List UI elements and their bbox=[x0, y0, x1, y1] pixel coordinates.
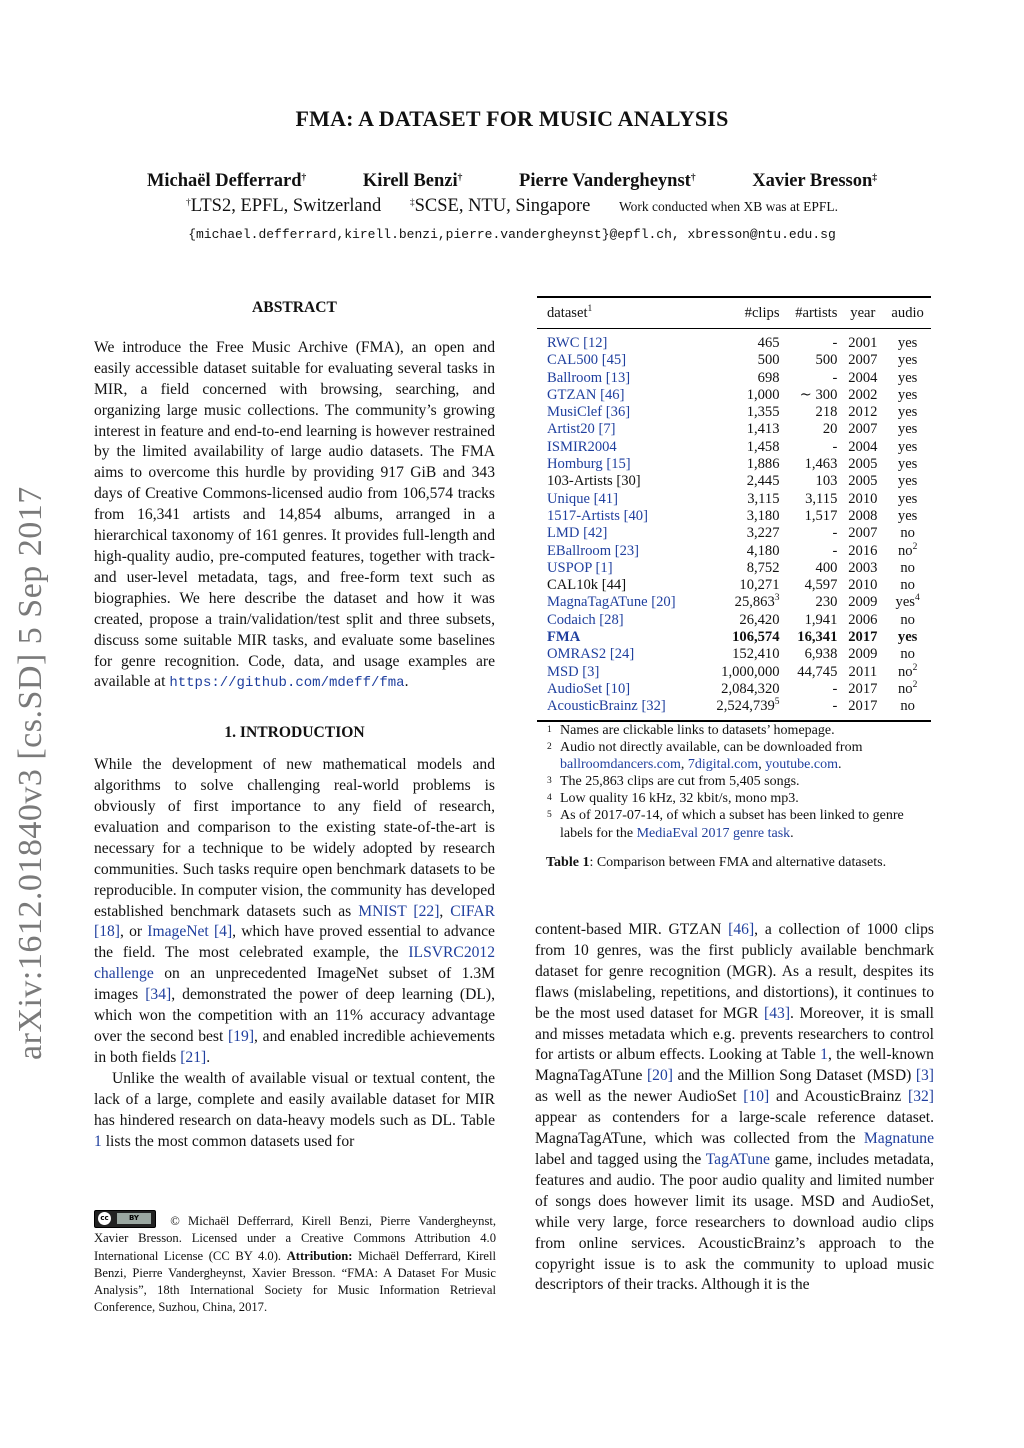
year-cell: 2002 bbox=[848, 386, 878, 403]
dataset-ref[interactable]: [15] bbox=[606, 456, 631, 473]
clips-cell: 106,574 bbox=[732, 629, 780, 646]
artists-cell: - bbox=[832, 542, 838, 559]
dataset-link[interactable]: LMD bbox=[547, 525, 580, 542]
dataset-link[interactable]: FMA bbox=[547, 629, 581, 646]
audio-cell: yes$^4$ bbox=[895, 593, 920, 611]
artists-cell: 103 bbox=[815, 473, 838, 490]
datasets-table bbox=[537, 296, 931, 722]
audio-cell: yes bbox=[897, 404, 918, 421]
artists-cell: - bbox=[832, 698, 838, 715]
clips-cell: 26,420 bbox=[739, 611, 780, 628]
dataset-name-cell bbox=[537, 370, 701, 387]
year-cell: 2016 bbox=[848, 542, 878, 559]
audio-cell: no bbox=[900, 525, 915, 542]
table-1-link[interactable]: 1 bbox=[94, 1132, 102, 1150]
ref-20-link[interactable]: [20] bbox=[646, 1067, 673, 1085]
col-audio: audio bbox=[891, 305, 924, 321]
table-row bbox=[537, 387, 931, 404]
clips-cell: 1,886 bbox=[746, 456, 780, 473]
clips-cell: 3,227 bbox=[746, 525, 780, 542]
table-row bbox=[537, 594, 931, 611]
clips-cell: 25,863$^3$ bbox=[734, 593, 780, 611]
clips-cell: 2,524,739$^5$ bbox=[716, 697, 780, 715]
audio-cell: yes bbox=[897, 386, 918, 403]
dataset-ref: [44] bbox=[601, 577, 627, 594]
audio-cell: $no^2$ bbox=[897, 662, 918, 680]
dataset-link[interactable]: Homburg bbox=[547, 456, 603, 473]
dataset-link[interactable]: MSD bbox=[547, 663, 579, 680]
dataset-name-cell bbox=[537, 473, 701, 490]
year-cell: 2007 bbox=[848, 352, 878, 369]
footnote-2: 2 Audio not directly available, can be downloaded from ballroomdancers.com, 7digital.com, youtube.com. bbox=[547, 740, 863, 773]
dataset-name-cell bbox=[537, 629, 701, 646]
table-row bbox=[537, 439, 931, 456]
artists-cell: 230 bbox=[815, 594, 838, 611]
artists-cell: 3,115 bbox=[805, 490, 838, 507]
audio-cell: yes bbox=[897, 507, 918, 524]
year-cell: 2001 bbox=[848, 335, 878, 351]
dataset-name-cell bbox=[537, 560, 701, 577]
footnote-1: 1 Names are clickable links to datasets’ homepage. bbox=[547, 723, 835, 738]
dataset-link[interactable]: MagnaTagATune bbox=[547, 594, 648, 611]
datasets-table-wrapper bbox=[537, 296, 931, 722]
dataset-link[interactable]: Codaich bbox=[547, 611, 596, 628]
mediaeval-link[interactable]: MediaEval 2017 genre task bbox=[636, 825, 791, 841]
dataset-ref[interactable]: [1] bbox=[595, 559, 613, 576]
audio-cell: yes bbox=[897, 438, 918, 455]
dataset-link[interactable]: AcousticBrainz bbox=[547, 698, 638, 715]
table-row bbox=[537, 577, 931, 594]
dataset-name-cell bbox=[537, 329, 701, 353]
dataset-ref[interactable]: [46] bbox=[600, 386, 625, 403]
github-link[interactable]: https://github.com/mdeff/fma bbox=[169, 675, 405, 692]
intro-paragraph-2: Unlike the wealth of available visual or textual content, the lack of a large, complete and easily available dataset for MIR has hindered research on data-heavy models such as DL. Table 1 lists the most common datasets used for bbox=[94, 1069, 495, 1150]
dataset-name-cell bbox=[537, 698, 701, 720]
artists-cell: - bbox=[832, 335, 838, 351]
table-row bbox=[537, 664, 931, 681]
dataset-name-cell bbox=[537, 421, 701, 438]
table-row bbox=[537, 329, 931, 353]
year-cell: 2017 bbox=[848, 698, 878, 715]
audio-cell: yes bbox=[897, 629, 918, 646]
dataset-ref[interactable]: [7] bbox=[598, 421, 616, 438]
dataset-name-cell bbox=[537, 525, 701, 542]
year-cell: 2017 bbox=[848, 680, 878, 697]
audio-cell: no bbox=[900, 611, 915, 628]
artists-cell: 500 bbox=[815, 352, 838, 369]
ref-34-link[interactable]: [34] bbox=[145, 986, 172, 1004]
dataset-ref[interactable]: [20] bbox=[651, 594, 676, 611]
year-cell: 2010 bbox=[848, 490, 878, 507]
affiliations bbox=[0, 196, 1024, 217]
year-cell: 2017 bbox=[848, 629, 878, 646]
tagatune-link[interactable]: TagATune bbox=[705, 1150, 770, 1168]
cc-by-badge-icon[interactable]: cc BY bbox=[94, 1210, 156, 1228]
table-row bbox=[537, 543, 931, 560]
ballroomdancers-link[interactable]: ballroomdancers.com bbox=[560, 757, 681, 773]
year-cell: 2005 bbox=[848, 473, 878, 490]
audio-cell: no bbox=[900, 559, 915, 576]
paper-title: FMA: A DATASET FOR MUSIC ANALYSIS bbox=[295, 106, 729, 131]
dataset-name-cell bbox=[537, 646, 701, 663]
abstract-body: We introduce the Free Music Archive (FMA), an open and easily accessible dataset suitable for evaluating several tasks in MIR, a field concerned with browsing, searching, and organizing large music collections. The community’s growing interest in feature and end-to-end learning is however restrained by the limited availability of large audio datasets. The FMA aims to overcome this hurdle by providing 917 GiB and 343 days of Creative Commons-licensed audio from 106,574 tracks from 16,341 artists and 14,854 albums, arranged in a hierarchical taxonomy of 161 genres. It provides full-length and high-quality audio, pre-computed features, together with track- and user-level metadata, tags, and free-form text such as biographies. We here describe the dataset and how it was created, propose a train/validation/test split and three subsets, discuss some suitable MIR tasks, and evaluate some baselines for genre recognition. Code, data, and usage examples are available at https://github.com/mdeff/fma. bbox=[94, 338, 495, 692]
dataset-name-cell bbox=[537, 387, 701, 404]
audio-cell: no bbox=[900, 646, 915, 663]
audio-cell: yes bbox=[897, 473, 918, 490]
ref-46-link[interactable]: [46] bbox=[728, 921, 755, 938]
dataset-ref[interactable]: [23] bbox=[614, 542, 640, 559]
year-cell: 2008 bbox=[848, 507, 878, 524]
year-cell: 2010 bbox=[848, 577, 878, 594]
dataset-name-cell bbox=[537, 508, 701, 525]
dataset-ref[interactable]: [32] bbox=[641, 698, 666, 715]
clips-cell: 4,180 bbox=[746, 542, 780, 559]
year-cell: 2004 bbox=[848, 369, 878, 386]
clips-cell: 3,180 bbox=[746, 507, 780, 524]
7digital-link[interactable]: 7digital.com bbox=[687, 757, 759, 773]
intro-paragraph-1: While the development of new mathematical models and algorithms to solve challenging real-world problems is obviously of first importance to any field of research, evaluation and comparison to the existing state-of-the-art is necessary for a technique to be widely adopted by research communities. Such tasks require open benchmark datasets to be reproducible. In computer vision, the community has developed established benchmark datasets such as MNIST [22], CIFAR [18], or ImageNet [4], which have proved essential to advance the field. The most celebrated example, the ILSVRC2012 challenge on an unprecedented ImageNet subset of 1.3M images [34], demonstrated the power of deep learning (DL), which won the competition with an 11% accuracy advantage over the second best [19], and enabled incredible achievements in both fields [21]. bbox=[94, 756, 496, 1066]
year-cell: 2003 bbox=[848, 559, 878, 576]
dataset-link[interactable]: AudioSet bbox=[547, 680, 603, 697]
audio-cell: no bbox=[900, 577, 915, 594]
mnist-link[interactable]: MNIST bbox=[358, 902, 407, 920]
dataset-name-cell bbox=[537, 439, 701, 456]
ref-32-link[interactable]: [32] bbox=[908, 1088, 934, 1106]
dataset-ref[interactable]: [10] bbox=[605, 680, 631, 697]
affiliation-2: ‡SCSE, NTU, Singapore bbox=[409, 196, 591, 216]
year-cell: 2012 bbox=[848, 404, 878, 421]
cifar-link[interactable]: CIFAR bbox=[450, 902, 496, 920]
ref-4-link[interactable]: [4] bbox=[213, 923, 233, 941]
table-row bbox=[537, 560, 931, 577]
right-column-paragraph: content-based MIR. GTZAN [46], a collection of 1000 clips from 10 genres, was the first publicly available benchmark dataset for genre recognition (MGR). As a result, despites its flaws (mislabeling, repetitions, and distortions), it continues to be the most used dataset for MGR [43]. Moreover, it is small and misses metadata which e.g. prevents researchers to control for artists or album effects. Looking at Table 1, the well-known MagnaTagATune [20] and the Million Song Dataset (MSD) [3] as well as the newer AudioSet [10] and AcousticBrainz [32] appear as contenders for a large-scale reference dataset. MagnaTagATune, which was collected from the Magnatune label and tagged using the TagATune game, includes metadata, features and audio. The poor audio quality and limited number of songs does however limit its usage. MSD and AudioSet, while very large, force researchers to download audio clips from online services. AcousticBrainz’s approach to the copyright issue is to ask the community to upload music descriptors of their tracks. Although it is the bbox=[535, 921, 935, 1294]
dataset-ref[interactable]: [41] bbox=[593, 490, 618, 507]
audio-cell: $no^2$ bbox=[897, 541, 918, 559]
right-column bbox=[535, 920, 934, 1296]
dataset-ref[interactable]: [45] bbox=[601, 352, 627, 369]
youtube-link[interactable]: youtube.com bbox=[765, 757, 839, 773]
magnatune-link[interactable]: Magnatune bbox=[863, 1130, 934, 1148]
author-4: Xavier Bresson‡ bbox=[752, 171, 878, 191]
table-footnotes bbox=[547, 722, 931, 842]
table-row bbox=[537, 404, 931, 421]
author-list bbox=[0, 171, 1024, 192]
dataset-name-cell bbox=[537, 664, 701, 681]
artists-cell: 1,463 bbox=[804, 456, 838, 473]
clips-cell: 1,000,000 bbox=[721, 663, 780, 680]
table-1-ref-link[interactable]: 1 bbox=[820, 1046, 828, 1064]
clips-cell: 1,413 bbox=[746, 421, 780, 438]
table-row bbox=[537, 629, 931, 646]
author-1: Michaël Defferrard† bbox=[146, 171, 307, 191]
clips-cell: 1,000 bbox=[746, 386, 780, 403]
ref-10-link[interactable]: [10] bbox=[743, 1088, 770, 1106]
dataset-link[interactable]: OMRAS2 bbox=[547, 646, 607, 663]
artists-cell: 218 bbox=[815, 404, 838, 421]
artists-cell: ∼ 300 bbox=[799, 386, 838, 403]
table-row bbox=[537, 352, 931, 369]
table-caption: Table 1: Comparison between FMA and alternative datasets. bbox=[546, 855, 887, 870]
introduction-heading: 1. INTRODUCTION bbox=[224, 724, 365, 742]
author-3: Pierre Vandergheynst† bbox=[519, 171, 696, 191]
footnote-4: 4 Low quality 16 kHz, 32 kbit/s, mono mp3. bbox=[547, 791, 799, 807]
imagenet-link[interactable]: ImageNet bbox=[147, 923, 209, 941]
ref-43-link[interactable]: [43] bbox=[764, 1004, 791, 1022]
year-cell: 2009 bbox=[848, 646, 878, 663]
year-cell: 2009 bbox=[848, 594, 878, 611]
dataset-link[interactable]: Ballroom bbox=[547, 369, 603, 386]
dataset-name-cell bbox=[537, 491, 701, 508]
table-row bbox=[537, 491, 931, 508]
dataset-link[interactable]: GTZAN bbox=[547, 386, 597, 403]
clips-cell: 8,752 bbox=[746, 559, 780, 576]
audio-cell: yes bbox=[897, 421, 918, 438]
col-dataset: dataset$^1$ bbox=[547, 304, 593, 321]
dataset-link[interactable]: RWC bbox=[547, 335, 580, 351]
artists-cell: 1,941 bbox=[804, 611, 838, 628]
footnote-3: 3 The 25,863 clips are cut from 5,405 songs. bbox=[547, 774, 800, 790]
year-cell: 2005 bbox=[848, 456, 878, 473]
clips-cell: 1,458 bbox=[746, 438, 780, 455]
audio-cell: yes bbox=[897, 369, 918, 386]
artists-cell: 20 bbox=[822, 421, 838, 438]
ref-3-link[interactable]: [3] bbox=[915, 1067, 934, 1085]
dataset-link[interactable]: MusiClef bbox=[547, 404, 603, 421]
table-header-row bbox=[537, 297, 931, 329]
table-row bbox=[537, 646, 931, 663]
clips-cell: 152,410 bbox=[732, 646, 780, 663]
artists-cell: - bbox=[832, 680, 838, 697]
clips-cell: 465 bbox=[757, 335, 780, 351]
dataset-link[interactable]: 1517-Artists bbox=[547, 507, 620, 524]
left-column bbox=[94, 298, 495, 1152]
dataset-name-cell bbox=[537, 594, 701, 611]
ref-18-link[interactable]: [18] bbox=[94, 923, 120, 941]
author-emails: {michael.defferrard,kirell.benzi,pierre.vandergheynst}@epfl.ch, xbresson@ntu.edu.sg bbox=[188, 227, 836, 242]
clips-cell: 10,271 bbox=[739, 577, 780, 594]
dataset-link[interactable]: Unique bbox=[547, 490, 590, 507]
artists-cell: - bbox=[832, 369, 838, 386]
year-cell: 2007 bbox=[848, 421, 878, 438]
artists-cell: 1,517 bbox=[804, 507, 838, 524]
dataset-ref[interactable]: [40] bbox=[623, 507, 648, 524]
dataset-ref[interactable]: [12] bbox=[583, 335, 608, 351]
dataset-ref[interactable]: [42] bbox=[583, 525, 608, 542]
affiliation-note: Work conducted when XB was at EPFL. bbox=[618, 199, 838, 214]
audio-cell: $no^2$ bbox=[897, 679, 918, 697]
table-row bbox=[537, 456, 931, 473]
dataset-ref[interactable]: [24] bbox=[609, 646, 635, 663]
col-year: year bbox=[850, 305, 876, 321]
license-footnote: cc BY © Michaël Defferrard, Kirell Benzi, Pierre Vandergheynst, Xavier Bresson. Licensed under a Creative Commons Attribution 4.0 International License (CC BY 4.0). Attribution: Michaël Defferrard, Kirell Benzi, Pierre Vandergheynst, Xavier Bresson. “FMA: A Dataset For Music Analysis”, 18th International Society for Music Information Retrieval Conference, Suzhou, China, 2017. bbox=[94, 1210, 496, 1317]
artists-cell: - bbox=[832, 438, 838, 455]
artists-cell: 4,597 bbox=[804, 577, 838, 594]
arxiv-identifier-stamp: arXiv:1612.01840v3 [cs.SD] 5 Sep 2017 bbox=[12, 486, 49, 1060]
footnote-5: 5 As of 2017-07-14, of which a subset has been linked to genre labels for the MediaEval 2017 genre task. bbox=[547, 808, 904, 841]
dataset-link[interactable]: USPOP bbox=[547, 559, 592, 576]
table-row bbox=[537, 698, 931, 720]
clips-cell: 2,084,320 bbox=[721, 680, 780, 697]
affiliation-1: †LTS2, EPFL, Switzerland bbox=[186, 196, 382, 216]
table-row bbox=[537, 370, 931, 387]
table-row bbox=[537, 612, 931, 629]
dataset-link[interactable]: EBallroom bbox=[547, 542, 612, 559]
clips-cell: 3,115 bbox=[747, 490, 780, 507]
dataset-link[interactable]: Artist20 bbox=[547, 421, 595, 438]
audio-cell: yes bbox=[897, 456, 918, 473]
table-row bbox=[537, 681, 931, 698]
clips-cell: 500 bbox=[757, 352, 780, 369]
author-2: Kirell Benzi† bbox=[362, 171, 463, 191]
dataset-ref[interactable]: [3] bbox=[582, 663, 600, 680]
clips-cell: 698 bbox=[757, 369, 780, 386]
clips-cell: 1,355 bbox=[746, 404, 780, 421]
dataset-link[interactable]: CAL500 bbox=[547, 352, 599, 369]
clips-cell: 2,445 bbox=[746, 473, 780, 490]
table-row bbox=[537, 421, 931, 438]
audio-cell: no bbox=[900, 698, 915, 715]
year-cell: 2011 bbox=[848, 663, 878, 680]
audio-cell: yes bbox=[897, 335, 918, 351]
ilsvrc-link[interactable]: ILSVRC2012 challenge bbox=[94, 944, 496, 983]
ref-22-link[interactable]: [22] bbox=[413, 902, 440, 920]
dataset-name-cell bbox=[537, 612, 701, 629]
audio-cell: yes bbox=[897, 490, 918, 507]
dataset-name-cell bbox=[537, 352, 701, 369]
dataset-name-cell bbox=[537, 456, 701, 473]
dataset-link[interactable]: ISMIR2004 bbox=[547, 438, 617, 455]
artists-cell: - bbox=[832, 525, 838, 542]
year-cell: 2007 bbox=[848, 525, 878, 542]
col-artists: #artists bbox=[795, 305, 838, 321]
table-row bbox=[537, 508, 931, 525]
artists-cell: 6,938 bbox=[804, 646, 838, 663]
dataset-name-cell bbox=[537, 681, 701, 698]
table-row bbox=[537, 473, 931, 490]
ref-21-link[interactable]: [21] bbox=[180, 1048, 207, 1066]
ref-19-link[interactable]: [19] bbox=[228, 1028, 255, 1045]
dataset-name-cell bbox=[537, 577, 701, 594]
dataset-ref: [30] bbox=[616, 473, 641, 490]
table-row bbox=[537, 525, 931, 542]
col-clips: #clips bbox=[744, 305, 780, 321]
dataset-name: 103-Artists bbox=[547, 473, 613, 490]
year-cell: 2006 bbox=[848, 611, 878, 628]
abstract-heading: ABSTRACT bbox=[252, 299, 337, 316]
dataset-name-cell bbox=[537, 404, 701, 421]
dataset-name-cell bbox=[537, 543, 701, 560]
dataset-ref[interactable]: [28] bbox=[599, 611, 624, 628]
artists-cell: 400 bbox=[815, 559, 838, 576]
artists-cell: 16,341 bbox=[797, 629, 838, 646]
dataset-ref[interactable]: [13] bbox=[605, 369, 631, 386]
dataset-ref[interactable]: [36] bbox=[605, 404, 631, 421]
artists-cell: 44,745 bbox=[797, 663, 838, 680]
audio-cell: yes bbox=[897, 352, 918, 369]
year-cell: 2004 bbox=[848, 438, 878, 455]
dataset-name: CAL10k bbox=[547, 577, 599, 594]
